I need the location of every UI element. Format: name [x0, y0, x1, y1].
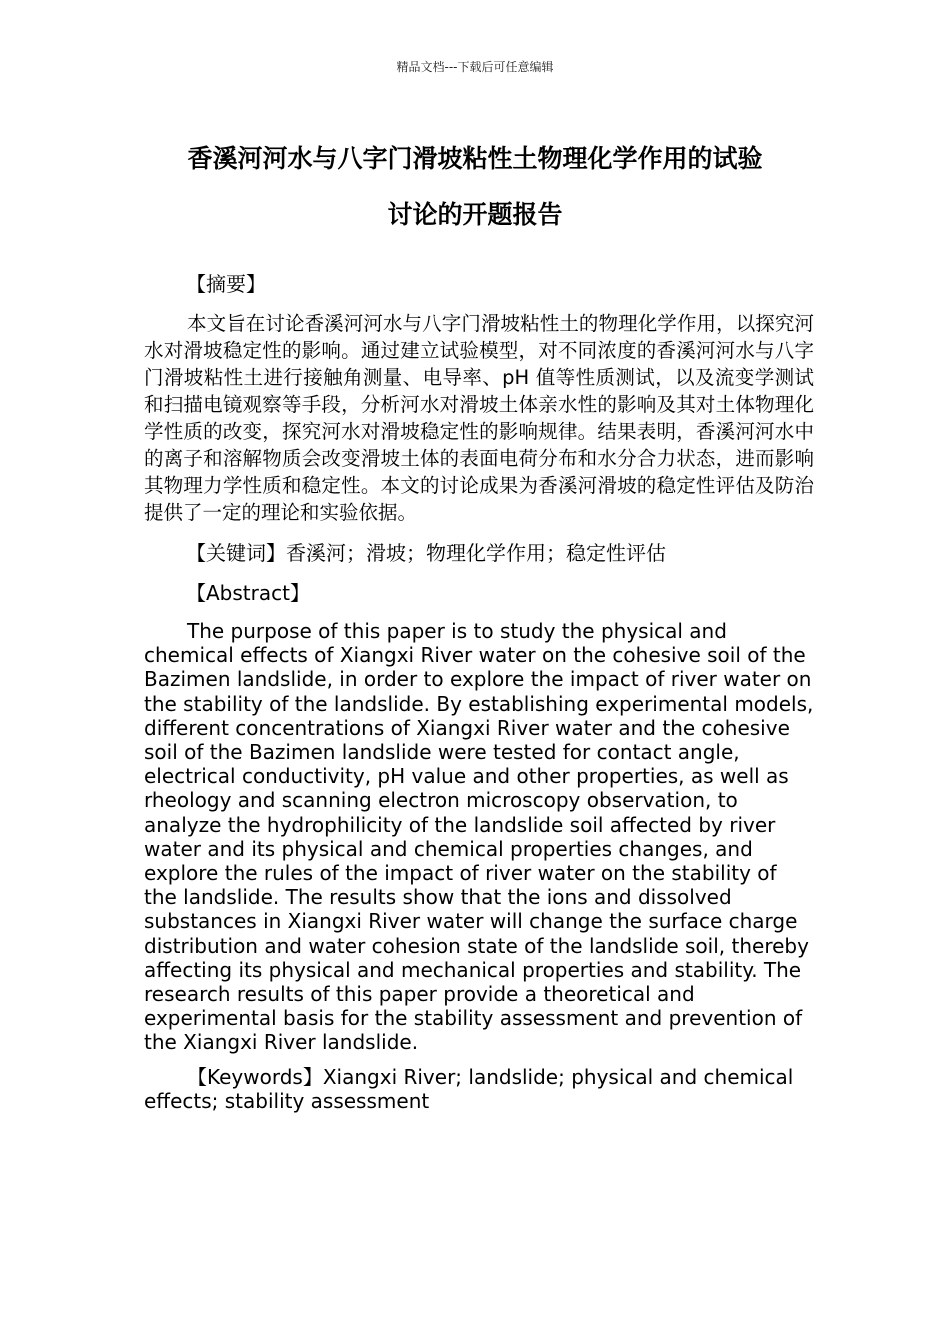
keywords-cn-label: 【关键词】	[186, 541, 286, 565]
abstract-en-label: 【Abstract】	[186, 581, 310, 605]
abstract-cn-label: 【摘要】	[186, 272, 266, 296]
keywords-en-label: 【Keywords】	[187, 1064, 323, 1089]
keywords-cn	[144, 539, 814, 567]
keywords-en-text: Xiangxi River; landslide; physical and chemical effects; stability assessment	[144, 1064, 794, 1113]
keywords-cn-text: 香溪河；滑坡；物理化学作用；稳定性评估	[286, 541, 666, 565]
document-body	[144, 270, 814, 1113]
keywords-en	[144, 1065, 814, 1113]
abstract-cn-text: 本文旨在讨论香溪河河水与八字门滑坡粘性土的物理化学作用，以探究河水对滑坡稳定性的影响。通过建立试验模型，对不同浓度的香溪河河水与八字门滑坡粘性土进行接触角测量、电导率、pH 值等性质测试，以及流变学测试和扫描电镜观察等手段，分析河水对滑坡土体亲水性的影响及其对土体物理化学性质的改变，探究河水对滑坡稳定性的影响规律。结果表明，香溪河河水中的离子和溶解物质会改变滑坡土体的表面电荷分布和水分合力状态，进而影响其物理力学性质和稳定性。本文的讨论成果为香溪河滑坡的稳定性评估及防治提供了一定的理论和实验依据。	[144, 312, 814, 524]
title-line-2: 讨论的开题报告	[387, 200, 563, 229]
header-note: 精品文档---下载后可任意编辑	[396, 60, 554, 74]
title-line-1: 香溪河河水与八字门滑坡粘性土物理化学作用的试验	[187, 144, 763, 173]
abstract-en-text: The purpose of this paper is to study the physical and chemical effects of Xiangxi River water on the cohesive soil of the Bazimen landslide, in order to explore the impact of river water on the stability of the landslide. By establishing experimental models, different concentrations of Xiangxi River water and the cohesive soil of the Bazimen landslide were tested for contact angle, electrical conductivity, pH value and other properties, as well as rheology and scanning electron microscopy observation, to analyze the hydrophilicity of the landslide soil affected by river water and its physical and chemical properties changes, and explore the rules of the impact of river water on the stability of the landslide. The results show that the ions and dissolved substances in Xiangxi River water will change the surface charge distribution and water cohesion state of the landslide soil, thereby affecting its physical and mechanical properties and stability. The research results of this paper provide a theoretical and experimental basis for the stability assessment and prevention of the Xiangxi River landslide.	[144, 619, 814, 1055]
